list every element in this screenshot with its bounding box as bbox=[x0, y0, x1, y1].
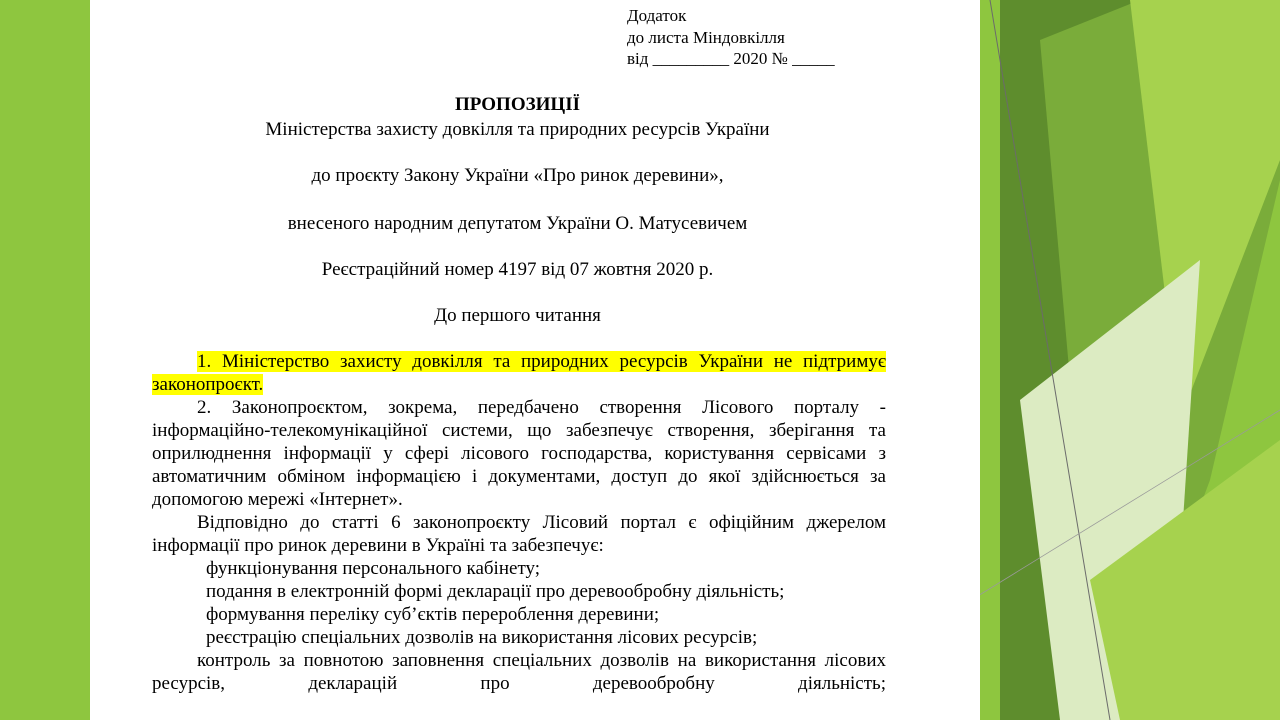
project-reference: до проєкту Закону України «Про ринок деревини», bbox=[311, 165, 724, 186]
list-item: функціонування персонального кабінету; bbox=[206, 558, 541, 579]
addendum-line-3: від _________ 2020 № _____ bbox=[627, 49, 835, 68]
list-item: подання в електронній формі декларації про деревообробну діяльність; bbox=[206, 581, 785, 602]
paragraph-2: 2. Законопроєктом, зокрема, передбачено створення Лісового порталу - інформаційно-телекомунікаційної системи, що забезпечує створення, зберігання та оприлюднення інформації у сфері лісового господарства, користування сервісами з автоматичним обміном інформацією і документами, доступ до якої здійснюється за допомогою мережі «Інтернет». bbox=[152, 397, 886, 510]
document-subtitle: Міністерства захисту довкілля та природних ресурсів України bbox=[265, 119, 770, 140]
reading-stage: До першого читання bbox=[434, 305, 601, 326]
paragraph-1 bbox=[152, 350, 886, 396]
list-item: формування переліку суб’єктів перероблення деревини; bbox=[206, 604, 660, 625]
highlighted-text: 1. Міністерство захисту довкілля та природних ресурсів України не підтримує законопроєкт. bbox=[152, 351, 886, 395]
submitted-by: внесеного народним депутатом України О. Матусевичем bbox=[287, 213, 748, 234]
registration-number: Реєстраційний номер 4197 від 07 жовтня 2020 р. bbox=[321, 259, 714, 280]
addendum-line-1: Додаток bbox=[627, 6, 687, 25]
document-title: ПРОПОЗИЦІЇ bbox=[455, 94, 580, 115]
list-item: контроль за повнотою заповнення спеціальних дозволів на використання лісових ресурсів, декларацій про деревообробну діяльність; bbox=[152, 650, 886, 694]
document-page bbox=[90, 0, 980, 720]
document-body bbox=[152, 350, 886, 695]
addendum-block bbox=[627, 5, 835, 70]
addendum-line-2: до листа Міндовкілля bbox=[627, 27, 785, 47]
list-item: реєстрацію спеціальних дозволів на використання лісових ресурсів; bbox=[206, 627, 758, 648]
paragraph-3: Відповідно до статті 6 законопроєкту Лісовий портал є офіційним джерелом інформації про ринок деревини в Україні та забезпечує: bbox=[152, 512, 886, 556]
